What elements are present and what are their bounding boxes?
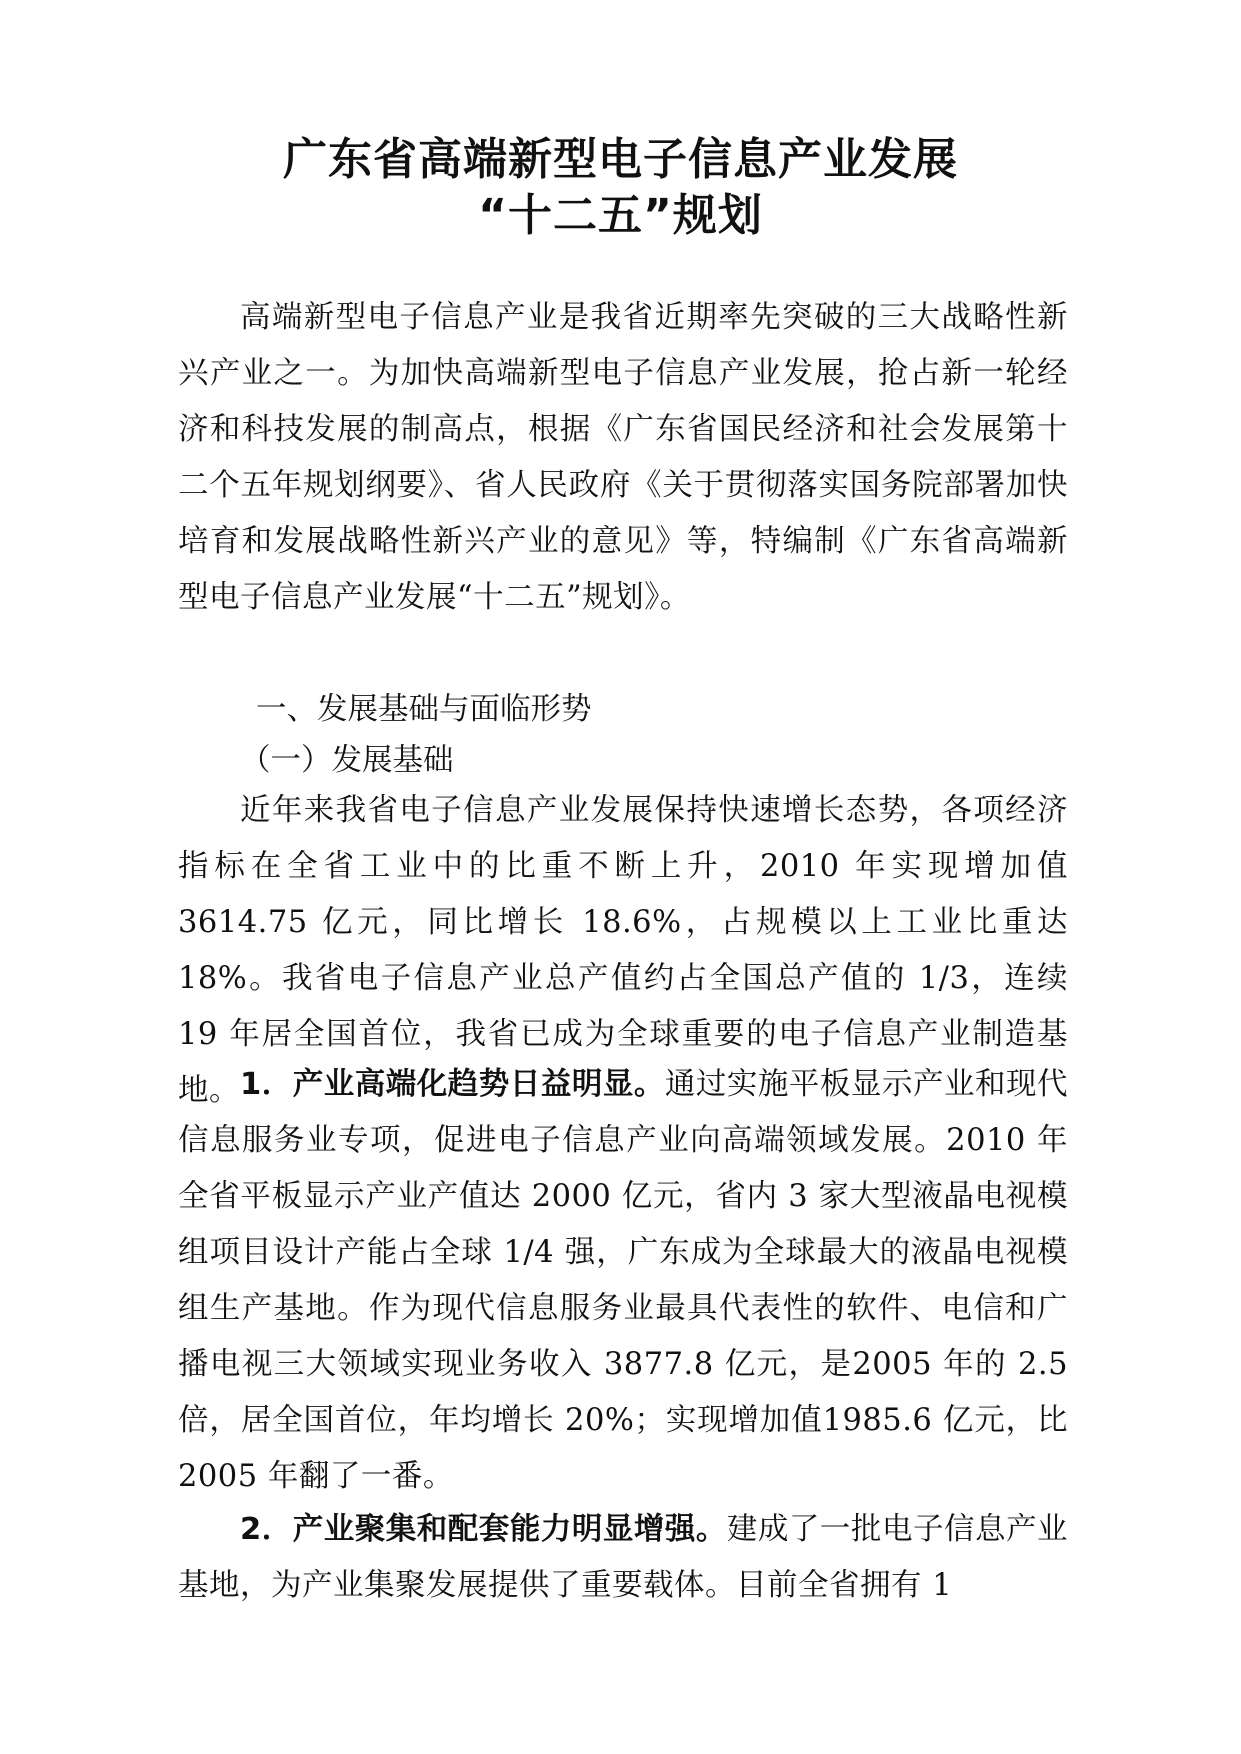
basis-paragraph: 近年来我省电子信息产业发展保持快速增长态势，各项经济指标在全省工业中的比重不断上升，2010 年实现增加值3614.75 亿元，同比增长 18.6%，占规模以上工业比重达 18%。我省电子信息产业总产值约占全国总产值的 1/3，连续 19 年居全国首位，我省已成为全球重要的电子信息产业制造基地。 bbox=[178, 793, 1068, 1108]
section-heading: 一、发展基础与面临形势 bbox=[256, 692, 592, 727]
point-1-paragraph bbox=[178, 1057, 1068, 1505]
point-1-text: 通过实施平板显示产业和现代信息服务业专项，促进电子信息产业向高端领域发展。2010 年全省平板显示产业产值达 2000 亿元，省内 3 家大型液晶电视模组项目设计产能占全球 1/4 强，广东成为全球最大的液晶电视模组生产基地。作为现代信息服务业最具代表性的软件、电信和广播电视三大领域实现业务收入 3877.8 亿元，是2005 年的 2.5 倍，居全国首位，年均增长 20%；实现增加值1985.6 亿元，比 2005 年翻了一番。 bbox=[178, 1067, 1068, 1494]
point-1-lead: 1．产业高端化趋势日益明显。 bbox=[240, 1067, 665, 1102]
point-2-lead: 2．产业聚集和配套能力明显增强。 bbox=[240, 1512, 727, 1547]
intro-paragraph: 高端新型电子信息产业是我省近期率先突破的三大战略性新兴产业之一。为加快高端新型电子信息产业发展，抢占新一轮经济和科技发展的制高点，根据《广东省国民经济和社会发展第十二个五年规划纲要》、省人民政府《关于贯彻落实国务院部署加快培育和发展战略性新兴产业的意见》等，特编制《广东省高端新型电子信息产业发展“十二五”规划》。 bbox=[178, 300, 1068, 615]
document-title-line-1: 广东省高端新型电子信息产业发展 bbox=[283, 134, 958, 185]
point-2-text: 建成了一批电子信息产业基地，为产业集聚发展提供了重要载体。目前全省拥有 1 bbox=[178, 1512, 1068, 1603]
document-title-line-2: “十二五”规划 bbox=[478, 190, 763, 241]
point-2-paragraph bbox=[178, 1502, 1068, 1614]
subsection-heading: （一）发展基础 bbox=[240, 743, 454, 778]
